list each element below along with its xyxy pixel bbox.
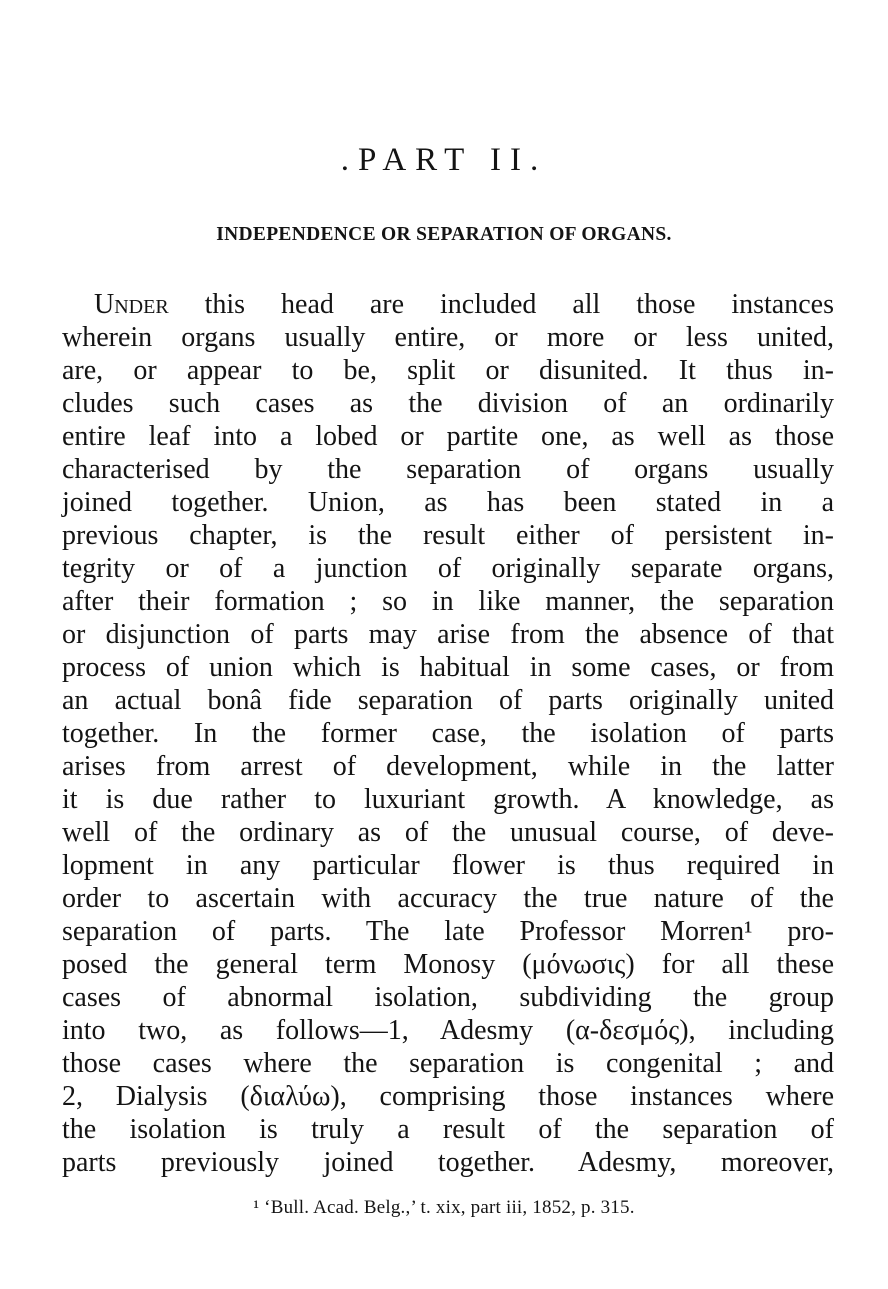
section-heading: INDEPENDENCE OR SEPARATION OF ORGANS. — [216, 224, 672, 245]
text-line: an actual bonâ fide separation of parts originally united — [62, 685, 834, 716]
text-line: are, or appear to be, split or disunited. It thus in- — [62, 355, 834, 386]
text-line: it is due rather to luxuriant growth. A knowledge, as — [62, 784, 834, 815]
text-line: together. In the former case, the isolation of parts — [62, 718, 834, 749]
lead-word: Under — [94, 289, 169, 320]
text-line: cases of abnormal isolation, subdividing the group — [62, 982, 834, 1013]
text-line: those cases where the separation is congenital ; and — [62, 1048, 834, 1079]
text-line: wherein organs usually entire, or more or less united, — [62, 322, 834, 353]
text-line: characterised by the separation of organs usually — [62, 454, 834, 485]
text-line: lopment in any particular flower is thus required in — [62, 850, 834, 881]
body-paragraph — [62, 288, 834, 1179]
text-line: well of the ordinary as of the unusual course, of deve- — [62, 817, 834, 848]
part-title: .PART II. — [340, 142, 548, 178]
text-line: the isolation is truly a result of the separation of — [62, 1114, 834, 1145]
text-line — [62, 288, 834, 321]
text-line: separation of parts. The late Professor Morren¹ pro- — [62, 916, 834, 947]
text-line: 2, Dialysis (διαλύω), comprising those instances where — [62, 1081, 834, 1112]
text-line: posed the general term Monosy (μόνωσις) for all these — [62, 949, 834, 980]
text-line: entire leaf into a lobed or partite one, as well as those — [62, 421, 834, 452]
text-line: parts previously joined together. Adesmy, moreover, — [62, 1147, 834, 1178]
text-line: after their formation ; so in like manner, the separation — [62, 586, 834, 617]
text-line: previous chapter, is the result either of persistent in- — [62, 520, 834, 551]
text-line: into two, as follows—1, Adesmy (α-δεσμός), including — [62, 1015, 834, 1046]
text-line: arises from arrest of development, while in the latter — [62, 751, 834, 782]
text-line-content: this head are included all those instances — [168, 289, 834, 320]
text-line: tegrity or of a junction of originally separate organs, — [62, 553, 834, 584]
text-line: joined together. Union, as has been stated in a — [62, 487, 834, 518]
text-line: process of union which is habitual in some cases, or from — [62, 652, 834, 683]
text-line: or disjunction of parts may arise from the absence of that — [62, 619, 834, 650]
footnote: ¹ ‘Bull. Acad. Belg.,’ t. xix, part iii, 1852, p. 315. — [253, 1197, 635, 1218]
text-line: order to ascertain with accuracy the true nature of the — [62, 883, 834, 914]
text-line: cludes such cases as the division of an ordinarily — [62, 388, 834, 419]
